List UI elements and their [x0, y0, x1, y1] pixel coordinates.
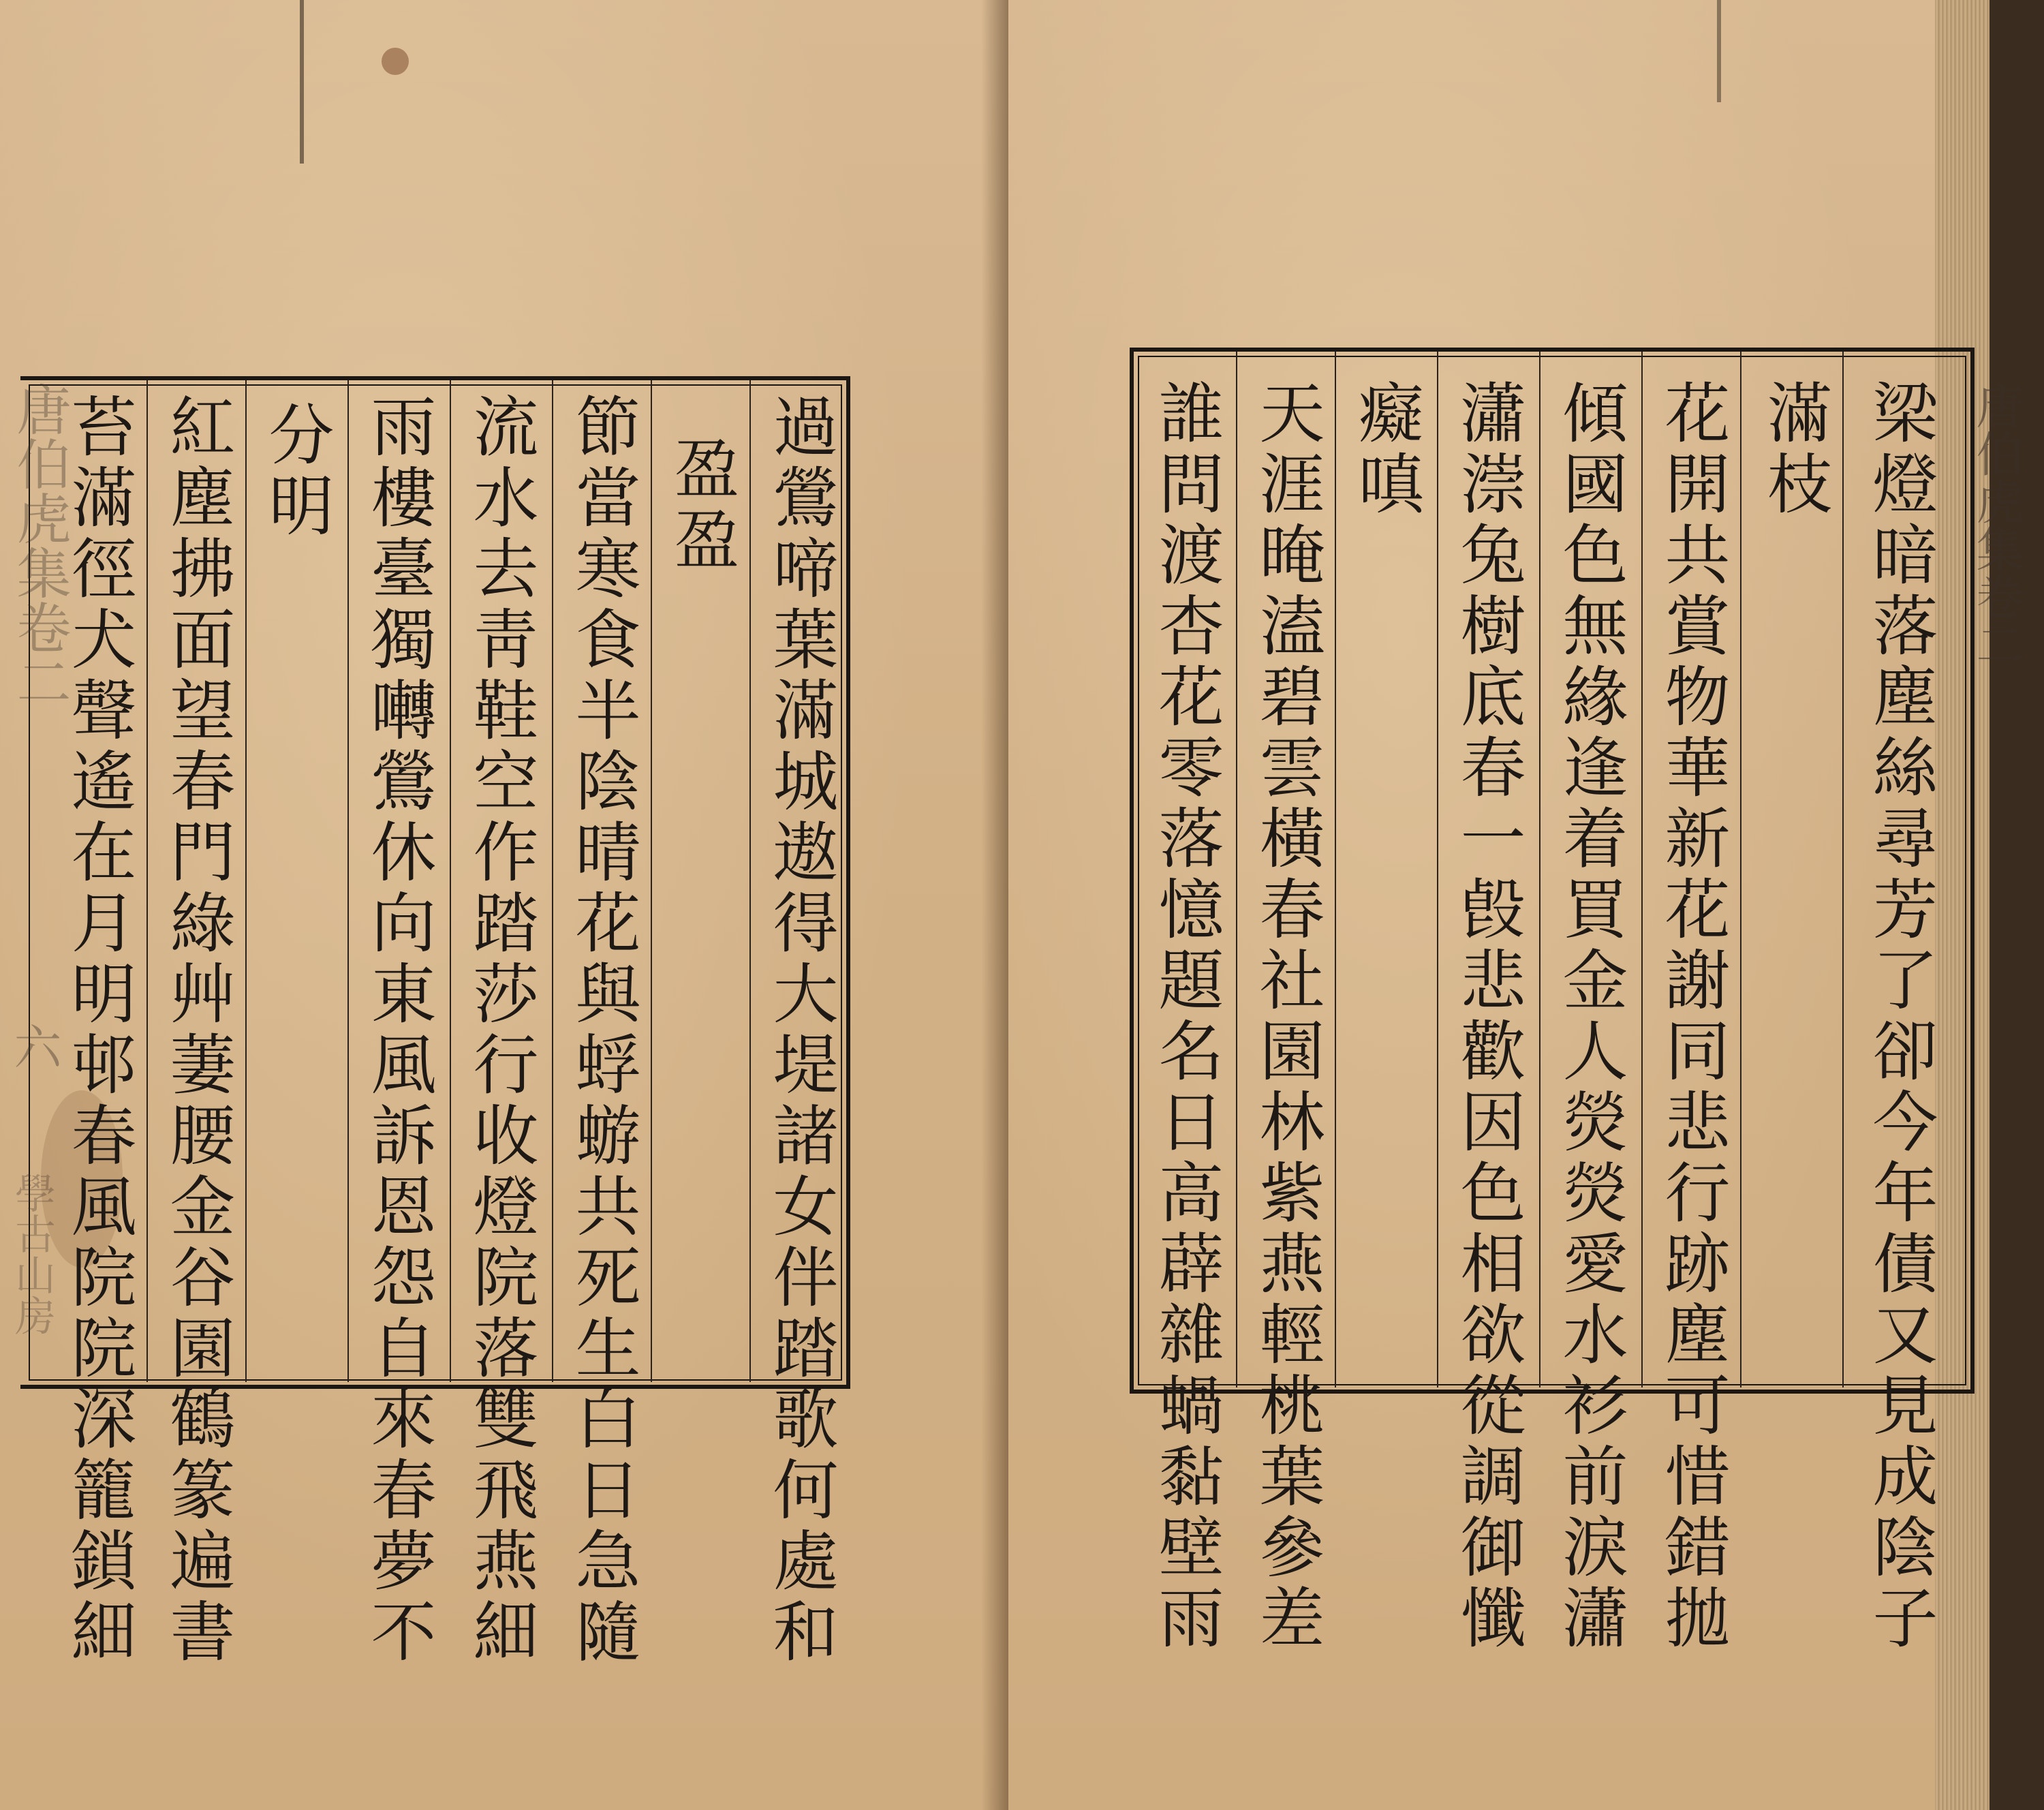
column-text: 雨樓臺獨囀鶯休向東風訴恩怨自來春夢不: [360, 393, 437, 1668]
running-title-right: 唐伯虎集卷二: [1968, 382, 2024, 668]
text-column: [354, 393, 443, 1668]
text-column: [756, 393, 845, 1668]
text-column: [1856, 379, 1945, 1655]
column-text: 盈盈: [664, 435, 740, 577]
column-text: 傾國色無緣逢着買金人熒熒愛水衫前淚瀟: [1552, 379, 1628, 1655]
column-text: 天涯晻溘碧雲橫春社園林紫燕輕桃葉參差: [1249, 379, 1325, 1655]
column-text: 癡嗔: [1348, 379, 1424, 521]
column-rule: [651, 380, 652, 1382]
column-text: 梁燈暗落塵絲尋芳了卻今年債又見成陰子: [1862, 379, 1938, 1655]
column-rule: [450, 380, 451, 1382]
column-text: 節當寒食半陰晴花與蜉蝣共死生白日急隨: [565, 393, 641, 1668]
column-rule: [1740, 352, 1741, 1387]
text-column: [657, 435, 746, 577]
column-text: 誰問渡杏花零落憶題名日高薜雜蝸黏壁雨: [1148, 379, 1224, 1655]
column-text: 花開共賞物華新花謝同悲行跡塵可惜錯拋: [1654, 379, 1731, 1655]
column-rule: [245, 380, 247, 1382]
text-column: [1546, 379, 1635, 1655]
text-column: [153, 393, 242, 1668]
column-rule: [347, 380, 349, 1382]
text-column: [1648, 379, 1737, 1655]
column-rule: [1641, 352, 1643, 1387]
column-text: 紅塵拂面望春門綠艸萋腰金谷園鶴篆遍書: [159, 393, 236, 1668]
column-text: 苔滿徑犬聲遙在月明邨春風院院深籠鎖細: [61, 393, 137, 1668]
text-column: [252, 401, 341, 542]
text-column: [1243, 379, 1331, 1655]
text-column: [1750, 379, 1839, 521]
left-text-frame: [20, 376, 850, 1668]
paper-crease: [300, 0, 304, 164]
column-rule: [146, 380, 148, 1382]
column-rule: [1842, 352, 1844, 1387]
text-column: [456, 393, 545, 1668]
text-column: [1342, 379, 1430, 521]
column-rule: [1236, 352, 1237, 1387]
column-rule: [1437, 352, 1438, 1387]
paper-stain: [382, 48, 409, 75]
column-text: 過鶯啼葉滿城遨得大堤諸女伴踏歌何處和: [762, 393, 839, 1668]
column-rule: [1335, 352, 1336, 1387]
text-column: [559, 393, 647, 1668]
column-text: 流水去靑鞋空作踏莎行收燈院落雙飛燕細: [463, 393, 539, 1668]
paper-crease: [1717, 0, 1721, 102]
column-text: 瀟漴兔樹底春一㲃悲歡因色相欲從調御懺: [1450, 379, 1526, 1655]
column-text: 分明: [258, 401, 335, 542]
text-column: [1444, 379, 1532, 1655]
column-rule: [552, 380, 553, 1382]
left-margin-note: 學古山房: [8, 1172, 56, 1336]
column-rule: [1539, 352, 1540, 1387]
text-column: [1142, 379, 1230, 1655]
running-title-left: 唐伯虎集卷二: [7, 382, 71, 709]
column-rule: [749, 380, 751, 1382]
right-page: [1008, 0, 2024, 1810]
column-text: 滿枝: [1756, 379, 1833, 521]
right-text-frame: [1130, 348, 1975, 1655]
page-number: 六: [6, 1022, 62, 1070]
left-page: [0, 0, 1008, 1810]
